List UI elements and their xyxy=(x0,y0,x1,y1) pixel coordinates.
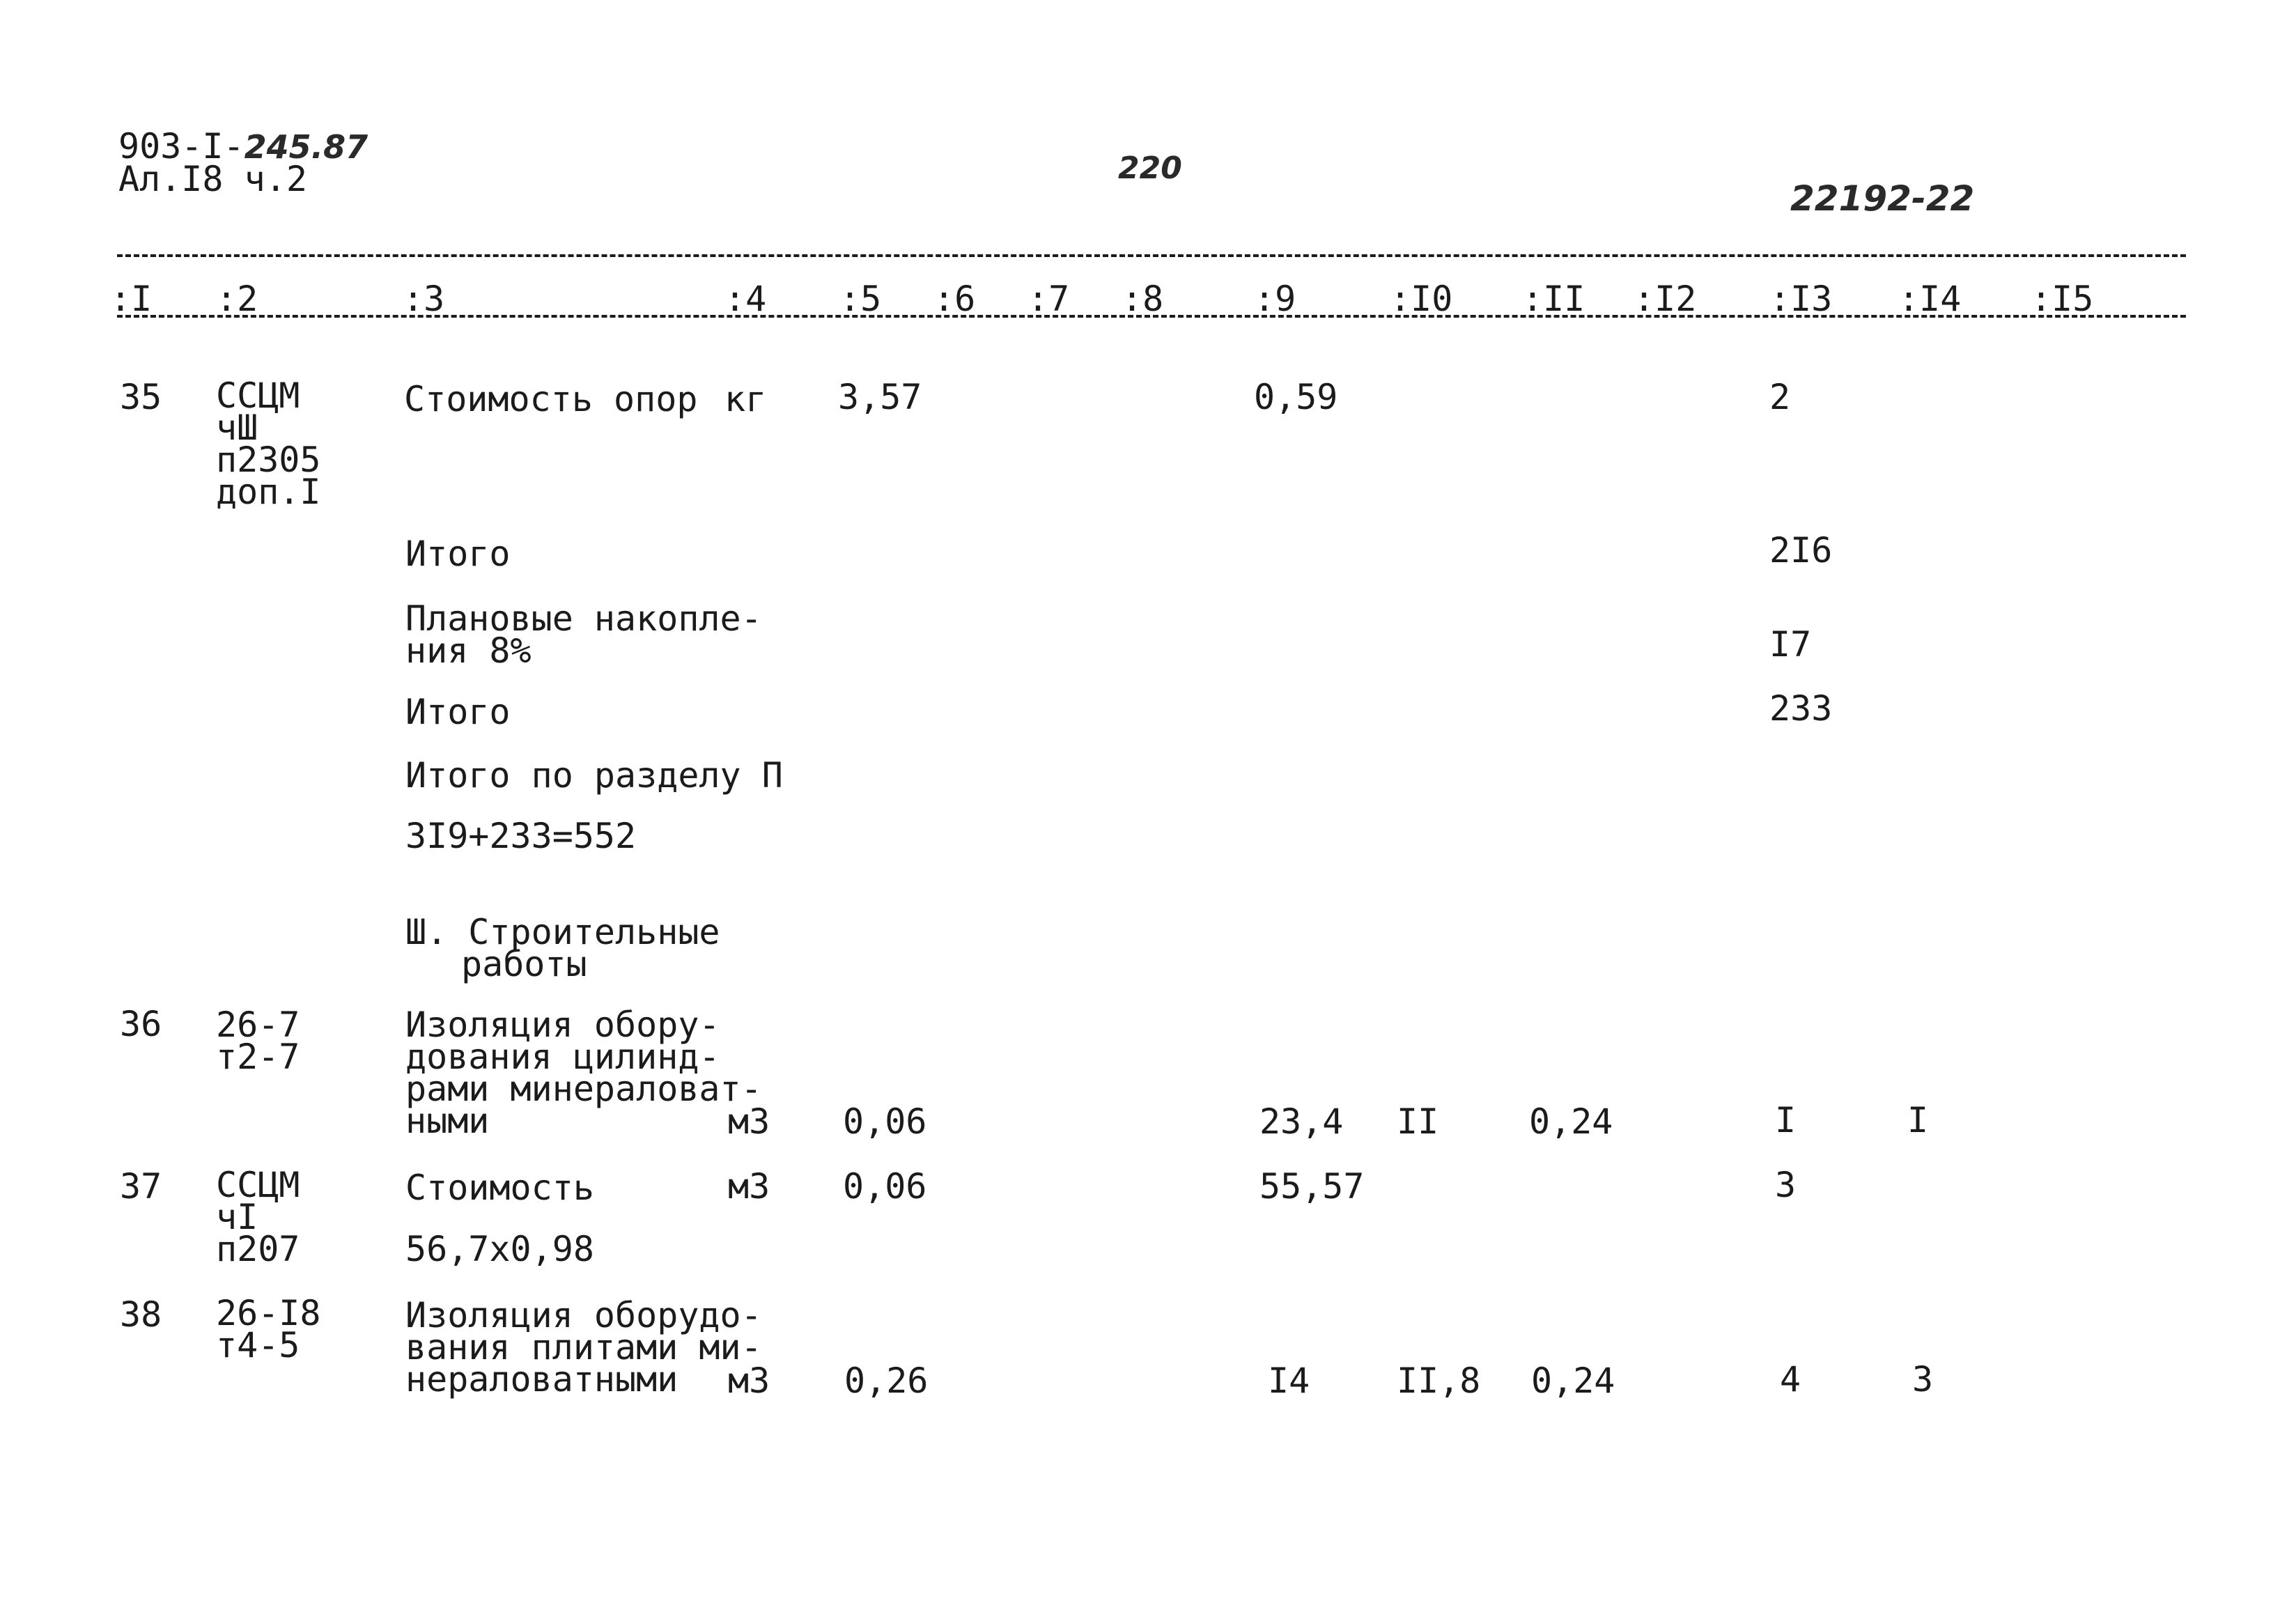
cell-col11: 0,24 xyxy=(1531,1361,1615,1401)
album-label: Ал.I8 ч.2 xyxy=(118,159,307,199)
cell-col5: 3,57 xyxy=(838,377,922,417)
cell-col13: 2I6 xyxy=(1769,530,1833,571)
col-11: :II xyxy=(1522,279,1585,319)
cell-col9: 0,59 xyxy=(1254,377,1338,417)
code-line: т4-5 xyxy=(216,1325,300,1365)
row-name-formula: 56,7х0,98 xyxy=(405,1229,594,1269)
cell-col13: I7 xyxy=(1769,624,1812,665)
cell-col5: 0,06 xyxy=(843,1166,927,1207)
row-number: 35 xyxy=(120,377,162,417)
code-line: т2-7 xyxy=(216,1037,300,1077)
section-total-sum: 3I9+233=552 xyxy=(405,816,637,856)
cell-col5: 0,26 xyxy=(844,1361,929,1401)
col-2: :2 xyxy=(216,279,258,319)
row-name: Стоимость опор xyxy=(404,379,698,419)
cell-col13: I xyxy=(1775,1100,1797,1140)
code-line: ССЦМ xyxy=(216,1165,300,1205)
cell-col13: 3 xyxy=(1775,1165,1797,1205)
sheet-code: 22192-22 xyxy=(1790,178,1975,219)
header-top-rule xyxy=(117,254,2186,257)
row-unit: кг xyxy=(724,379,767,419)
col-14: :I4 xyxy=(1898,279,1962,319)
cell-col14: I xyxy=(1907,1100,1929,1140)
cell-col14: 3 xyxy=(1912,1359,1934,1400)
col-12: :I2 xyxy=(1634,279,1697,319)
col-7: :7 xyxy=(1027,279,1070,319)
header-bottom-rule xyxy=(117,315,2186,318)
section-heading: Ш. Строительные работы xyxy=(405,912,720,984)
row-number: 37 xyxy=(120,1166,162,1207)
col-1: :I xyxy=(110,279,153,319)
row-code xyxy=(216,375,321,512)
row-unit: м3 xyxy=(728,1166,770,1207)
code-line: чШ xyxy=(216,408,258,448)
col-5: :5 xyxy=(839,279,882,319)
row-name: Стоимость xyxy=(405,1168,594,1208)
cell-col11: 0,24 xyxy=(1529,1101,1613,1142)
doc-code-printed: 903-I- xyxy=(118,126,245,166)
col-10: :I0 xyxy=(1390,279,1453,319)
cell-col10: II xyxy=(1397,1101,1439,1142)
row-number: 36 xyxy=(120,1004,162,1044)
row-code xyxy=(216,1293,321,1365)
doc-code-handwritten: 245.87 xyxy=(244,128,369,166)
cell-col13: 4 xyxy=(1780,1359,1801,1400)
row-number: 38 xyxy=(120,1294,162,1335)
planned-savings-label: Плановые накопле- ния 8% xyxy=(405,598,762,671)
col-9: :9 xyxy=(1254,279,1296,319)
section-total-label: Итого по разделу П xyxy=(405,755,783,796)
cell-col13: 2 xyxy=(1769,377,1791,417)
code-line: 26-7 xyxy=(216,1005,300,1045)
col-4: :4 xyxy=(724,279,767,319)
code-line: доп.I xyxy=(216,472,321,512)
col-15: :I5 xyxy=(2031,279,2094,319)
cell-col10: II,8 xyxy=(1397,1361,1481,1401)
cell-col9: I4 xyxy=(1268,1361,1310,1401)
subtotal-label: Итого xyxy=(405,692,511,732)
code-line: ССЦМ xyxy=(216,375,300,416)
col-13: :I3 xyxy=(1769,279,1833,319)
subtotal-label: Итого xyxy=(405,534,511,574)
cell-col9: 55,57 xyxy=(1259,1166,1365,1207)
page-number: 220 xyxy=(1118,150,1182,186)
code-line: чI xyxy=(216,1197,258,1237)
row-unit: м3 xyxy=(728,1361,770,1401)
col-6: :6 xyxy=(933,279,976,319)
row-code xyxy=(216,1005,300,1077)
row-code xyxy=(216,1165,300,1269)
col-3: :3 xyxy=(403,279,445,319)
cell-col13: 233 xyxy=(1769,688,1833,729)
cell-col9: 23,4 xyxy=(1259,1101,1344,1142)
row-unit: м3 xyxy=(728,1101,770,1142)
code-line: п2305 xyxy=(216,440,321,480)
col-8: :8 xyxy=(1122,279,1164,319)
row-name: Изоляция оборудо- вания плитами ми- нераловатными xyxy=(405,1295,762,1400)
code-line: п207 xyxy=(216,1229,300,1269)
code-line: 26-I8 xyxy=(216,1293,321,1333)
row-name: Изоляция обору- дования цилинд- рами минераловат- ными xyxy=(405,1005,762,1141)
cell-col5: 0,06 xyxy=(843,1101,927,1142)
